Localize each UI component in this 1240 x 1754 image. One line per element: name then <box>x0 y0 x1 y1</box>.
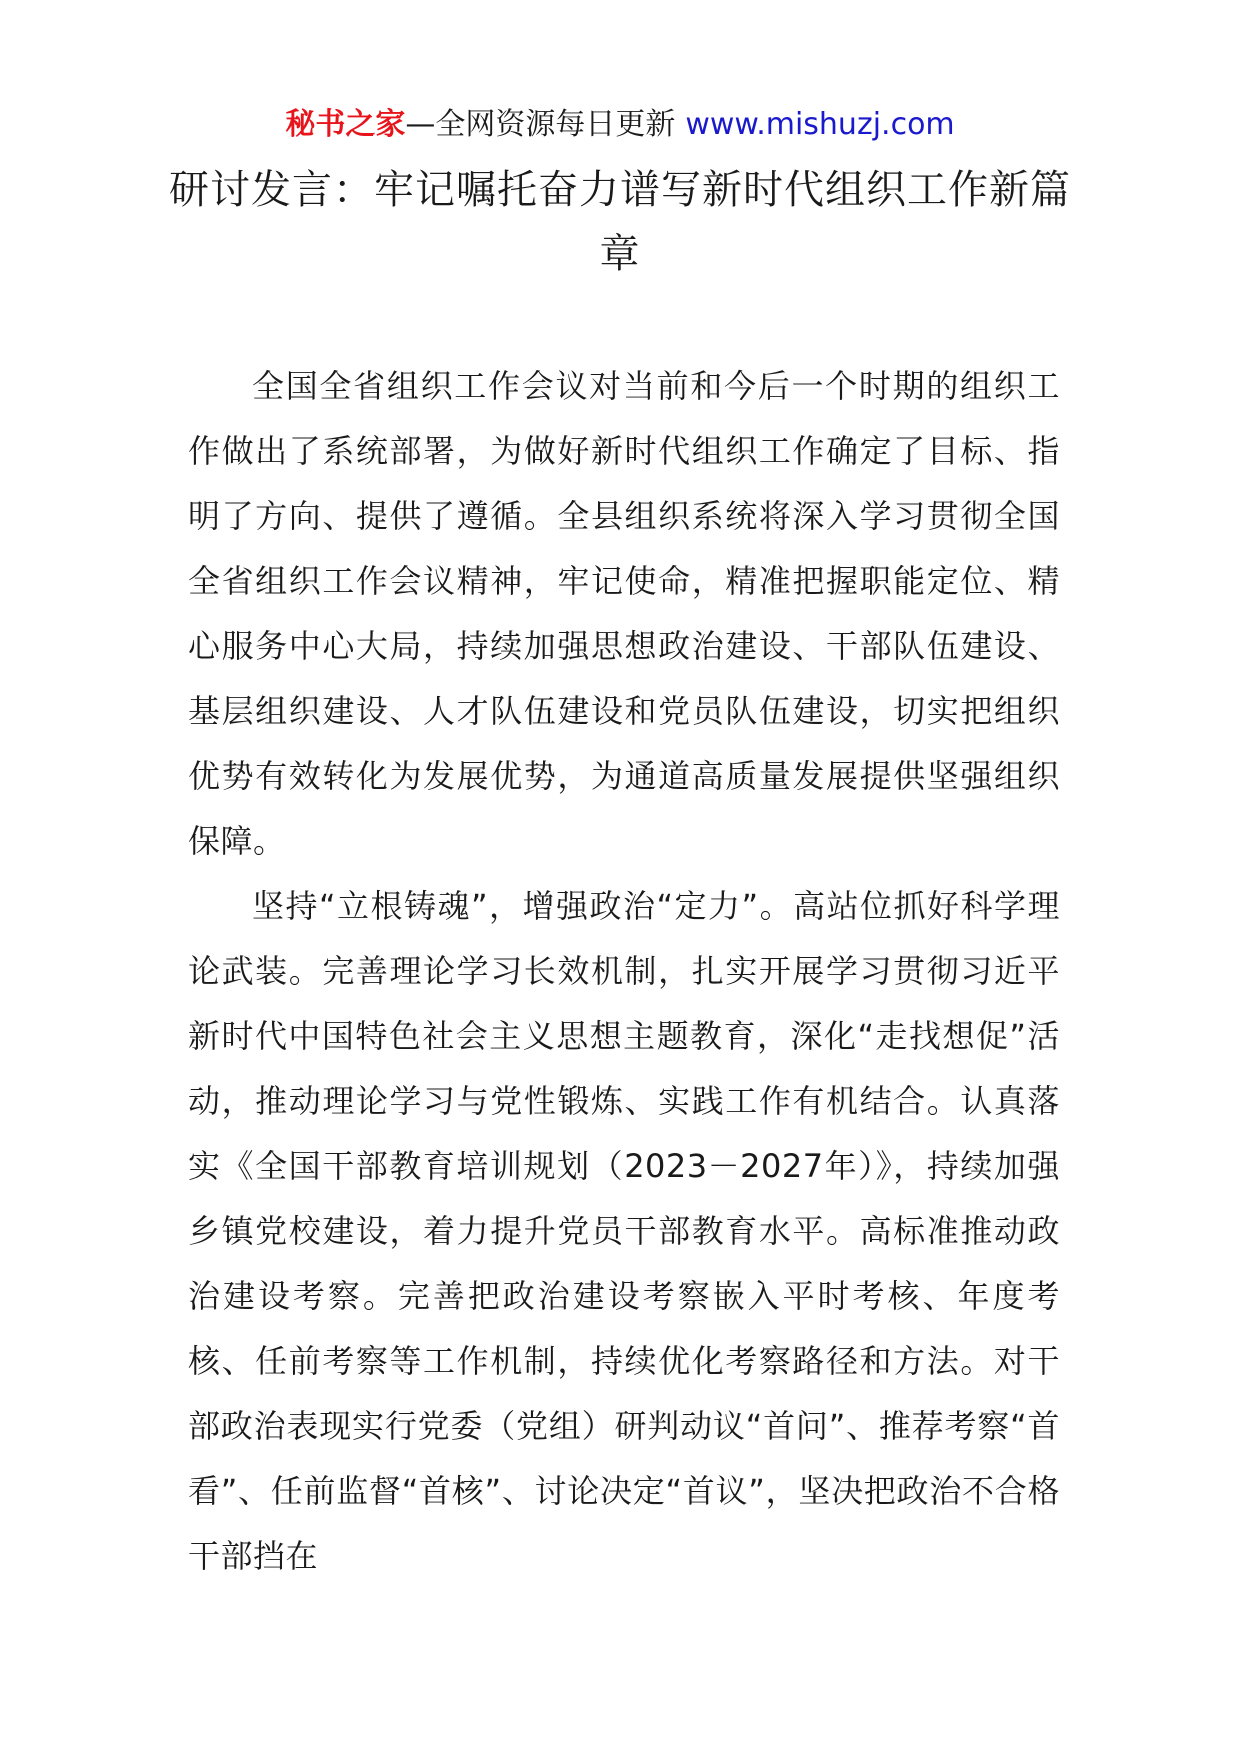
document-body <box>188 354 1060 1589</box>
paragraph-political-building: 坚持“立根铸魂”，增强政治“定力”。高站位抓好科学理论武装。完善理论学习长效机制，扎实开展学习贯彻习近平新时代中国特色社会主义思想主题教育，深化“走找想促”活动，推动理论学习与党性锻炼、实践工作有机结合。认真落实《全国干部教育培训规划（2023－2027年）》，持续加强乡镇党校建设，着力提升党员干部教育水平。高标准推动政治建设考察。完善把政治建设考察嵌入平时考核、年度考核、任前考察等工作机制，持续优化考察路径和方法。对干部政治表现实行党委（党组）研判动议“首问”、推荐考察“首看”、任前监督“首核”、讨论决定“首议”，坚决把政治不合格干部挡在 <box>188 887 1060 1575</box>
brand-name: 秘书之家 <box>285 107 406 142</box>
paragraph-intro: 全国全省组织工作会议对当前和今后一个时期的组织工作做出了系统部署，为做好新时代组织工作确定了目标、指明了方向、提供了遵循。全县组织系统将深入学习贯彻全国全省组织工作会议精神，牢记使命，精准把握职能定位、精心服务中心大局，持续加强思想政治建设、干部队伍建设、基层组织建设、人才队伍建设和党员队伍建设，切实把组织优势有效转化为发展优势，为通道高质量发展提供坚强组织保障。 <box>188 367 1060 860</box>
header-tagline: —全网资源每日更新 <box>405 107 676 142</box>
document-title: 研讨发言：牢记嘱托奋力谱写新时代组织工作新篇章 <box>169 167 1071 277</box>
site-url-link[interactable]: www.mishuzj.com <box>685 107 955 142</box>
site-header <box>0 103 1240 147</box>
